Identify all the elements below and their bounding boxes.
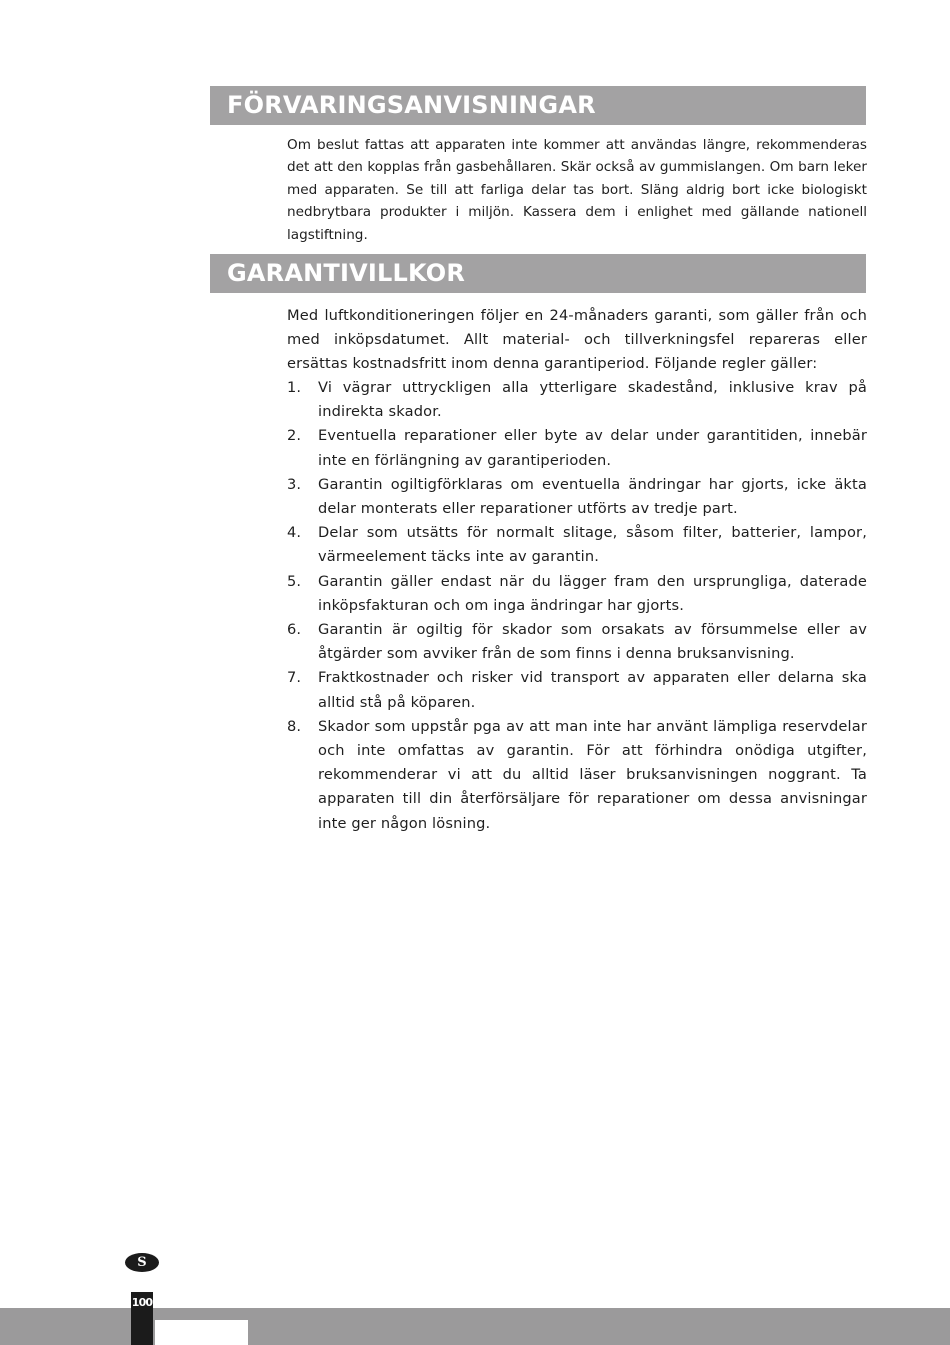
list-item-text: Delar som utsätts för normalt slitage, såsom filter, batterier, lampor, värmeelement täcks inte av garantin. <box>318 524 867 566</box>
list-item-text: Eventuella reparationer eller byte av delar under garantitiden, innebär inte en förlängning av garantiperioden. <box>318 427 867 469</box>
list-item-number: 5. <box>287 572 302 590</box>
list-item <box>287 618 867 666</box>
list-item <box>287 376 867 424</box>
list-item-text: Garantin är ogiltig för skador som orsakats av försummelse eller av åtgärder som avviker från de som finns i denna bruksanvisning. <box>318 621 867 663</box>
list-item-text: Fraktkostnader och risker vid transport av apparaten eller delarna ska alltid stå på köparen. <box>318 669 867 711</box>
list-item <box>287 473 867 521</box>
list-item-text: Skador som uppstår pga av att man inte har använt lämpliga reservdelar och inte omfattas av garantin. För att förhindra onödiga utgifter, rekommenderar vi att du alltid läser bruksanvisningen noggrant. Ta apparaten till din återförsäljare för reparationer om dessa anvisningar inte ger någon lösning. <box>318 717 867 832</box>
list-item-text: Garantin ogiltigförklaras om eventuella ändringar har gjorts, icke äkta delar monterats eller reparationer utförts av tredje part. <box>318 475 867 518</box>
footer-white-block <box>155 1320 248 1345</box>
storage-paragraph: Om beslut fattas att apparaten inte kommer att användas längre, rekommenderas det att den kopplas från gasbehållaren. Skär också av gummislangen. Om barn leker med apparaten. Se till att farliga delar tas bort. Släng aldrig bort icke biologiskt nedbrytbara produkter i miljön. Kassera dem i enlighet med gällande nationell lagstiftning. <box>287 137 867 243</box>
language-badge: S <box>125 1253 159 1272</box>
list-item-text: Garantin gäller endast när du lägger fram den ursprungliga, daterade inköpsfakturan och om inga ändringar har gjorts. <box>318 572 867 614</box>
list-item <box>287 666 867 714</box>
storage-section-title: FÖRVARINGSANVISNINGAR <box>210 86 866 125</box>
list-item-number: 2. <box>287 427 302 445</box>
page-number: 100 <box>131 1296 153 1309</box>
list-item-number: 3. <box>287 475 302 493</box>
list-item <box>287 715 867 836</box>
list-item <box>287 424 867 472</box>
list-item-text: Vi vägrar uttryckligen alla ytterligare skadestånd, inklusive krav på indirekta skador. <box>318 379 867 421</box>
warranty-section-title: GARANTIVILLKOR <box>210 254 866 293</box>
list-item <box>287 570 867 618</box>
list-item-number: 6. <box>287 621 302 639</box>
list-item <box>287 521 867 569</box>
list-item-number: 4. <box>287 524 302 542</box>
warranty-intro: Med luftkonditioneringen följer en 24-månaders garanti, som gäller från och med inköpsdatumet. Allt material- och tillverkningsfel repareras eller ersättas kostnadsfritt inom denna garantiperiod. Följande regler gäller: <box>287 307 867 373</box>
list-item-number: 7. <box>287 669 302 687</box>
list-item-number: 1. <box>287 379 302 396</box>
warranty-rules-list <box>287 376 867 836</box>
list-item-number: 8. <box>287 717 302 735</box>
